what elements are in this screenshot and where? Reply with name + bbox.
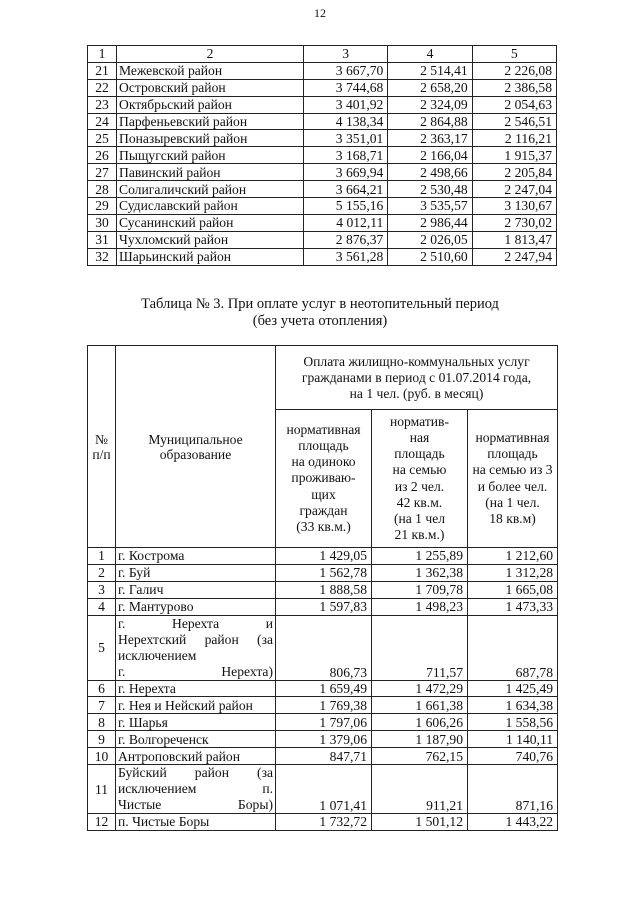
table-row bbox=[88, 198, 557, 215]
col-header-1: 1 bbox=[88, 46, 117, 63]
value-col-3: 4 012,11 bbox=[304, 214, 388, 231]
table-3 bbox=[87, 345, 558, 831]
payment-value-1: 1 797,06 bbox=[276, 714, 372, 731]
municipality-name: г. Волгореченск bbox=[116, 731, 276, 748]
table-row bbox=[88, 765, 558, 814]
row-number: 9 bbox=[88, 731, 116, 748]
value-col-4: 2 026,05 bbox=[388, 231, 472, 248]
payment-value-2: 1 498,23 bbox=[372, 598, 468, 615]
header-group-line-2: гражданами в период с 01.07.2014 года, bbox=[301, 369, 532, 385]
payment-value-1: 1 071,41 bbox=[276, 765, 372, 814]
row-number: 7 bbox=[88, 697, 116, 714]
table-row bbox=[88, 79, 557, 96]
subheader-line: на семью bbox=[392, 462, 447, 478]
payment-value-2: 1 187,90 bbox=[372, 731, 468, 748]
row-number: 30 bbox=[88, 214, 117, 231]
header-number bbox=[88, 346, 116, 548]
municipality-name-line: исключением п. bbox=[118, 781, 273, 797]
row-number: 22 bbox=[88, 79, 117, 96]
subheader-line: на одиноко bbox=[291, 454, 356, 470]
value-col-3: 5 155,16 bbox=[304, 198, 388, 215]
value-col-3: 3 669,94 bbox=[304, 164, 388, 181]
value-col-5: 2 247,04 bbox=[472, 181, 556, 198]
value-col-5: 2 730,02 bbox=[472, 214, 556, 231]
payment-value-1: 1 597,83 bbox=[276, 598, 372, 615]
row-number: 12 bbox=[88, 814, 116, 831]
payment-value-2: 911,21 bbox=[372, 765, 468, 814]
col-header-2: 2 bbox=[117, 46, 304, 63]
value-col-3: 3 351,01 bbox=[304, 130, 388, 147]
table-row bbox=[88, 598, 558, 615]
row-number: 10 bbox=[88, 748, 116, 765]
payment-value-2: 1 362,38 bbox=[372, 564, 468, 581]
payment-value-1: 1 429,05 bbox=[276, 548, 372, 565]
header-municipality bbox=[116, 346, 276, 548]
table-row bbox=[88, 181, 557, 198]
subheader-line: нормативная bbox=[286, 421, 361, 437]
value-col-4: 2 864,88 bbox=[388, 113, 472, 130]
payment-value-3: 740,76 bbox=[468, 748, 558, 765]
payment-value-2: 1 661,38 bbox=[372, 697, 468, 714]
row-number: 24 bbox=[88, 113, 117, 130]
header-number-line-1: № bbox=[95, 431, 108, 447]
district-name: Чухломский район bbox=[117, 231, 304, 248]
district-name: Шарьинский район bbox=[117, 248, 304, 265]
table-row bbox=[88, 231, 557, 248]
value-col-5: 2 247,94 bbox=[472, 248, 556, 265]
row-number: 4 bbox=[88, 598, 116, 615]
col-header-3: 3 bbox=[304, 46, 388, 63]
value-col-4: 2 658,20 bbox=[388, 79, 472, 96]
subheader-line: площадь bbox=[394, 446, 445, 462]
payment-value-1: 1 562,78 bbox=[276, 564, 372, 581]
value-col-5: 1 813,47 bbox=[472, 231, 556, 248]
value-col-5: 2 116,21 bbox=[472, 130, 556, 147]
payment-value-1: 1 732,72 bbox=[276, 814, 372, 831]
value-col-4: 2 498,66 bbox=[388, 164, 472, 181]
row-number: 3 bbox=[88, 581, 116, 598]
municipality-name: г. Нерехта bbox=[116, 680, 276, 697]
table-header-row bbox=[88, 46, 557, 63]
municipality-name bbox=[116, 765, 276, 814]
header-payment-group bbox=[276, 346, 558, 410]
value-col-5: 2 546,51 bbox=[472, 113, 556, 130]
value-col-5: 2 386,58 bbox=[472, 79, 556, 96]
value-col-3: 4 138,34 bbox=[304, 113, 388, 130]
payment-value-1: 847,71 bbox=[276, 748, 372, 765]
district-name: Сусанинский район bbox=[117, 214, 304, 231]
payment-value-3: 871,16 bbox=[468, 765, 558, 814]
value-col-4: 2 363,17 bbox=[388, 130, 472, 147]
payment-value-3: 1 212,60 bbox=[468, 548, 558, 565]
col-header-5: 5 bbox=[472, 46, 556, 63]
row-number: 2 bbox=[88, 564, 116, 581]
payment-value-1: 1 888,58 bbox=[276, 581, 372, 598]
value-col-3: 3 664,21 bbox=[304, 181, 388, 198]
subheader-line: ная bbox=[409, 429, 430, 445]
table-continuation-body bbox=[88, 46, 557, 266]
row-number: 6 bbox=[88, 680, 116, 697]
table-row bbox=[88, 814, 558, 831]
subheader-line: щих bbox=[311, 486, 336, 502]
municipality-name-line: Чистые Боры) bbox=[118, 797, 273, 813]
caption-line-1: Таблица № 3. При оплате услуг в неотопительный период bbox=[141, 296, 499, 312]
value-col-3: 3 561,28 bbox=[304, 248, 388, 265]
payment-value-3: 1 443,22 bbox=[468, 814, 558, 831]
payment-value-3: 1 140,11 bbox=[468, 731, 558, 748]
subheader-line: площадь bbox=[298, 437, 349, 453]
table-3-header-row bbox=[88, 346, 558, 410]
municipality-name-line: исключением bbox=[118, 647, 197, 663]
municipality-name-line: г. Нерехта и bbox=[118, 615, 273, 631]
header-family-of-2 bbox=[372, 410, 468, 548]
value-col-4: 2 986,44 bbox=[388, 214, 472, 231]
municipality-name bbox=[116, 615, 276, 680]
caption-line-2: (без учета отопления) bbox=[252, 313, 388, 329]
value-col-3: 3 401,92 bbox=[304, 96, 388, 113]
table-row bbox=[88, 680, 558, 697]
district-name: Поназыревский район bbox=[117, 130, 304, 147]
value-col-4: 2 324,09 bbox=[388, 96, 472, 113]
subheader-line: (33 кв.м.) bbox=[296, 519, 351, 534]
header-municipality-line-1: Муниципальное bbox=[148, 431, 243, 447]
value-col-4: 2 530,48 bbox=[388, 181, 472, 198]
district-name: Парфеньевский район bbox=[117, 113, 304, 130]
municipality-name-line: г. Нерехта) bbox=[118, 663, 273, 679]
value-col-5: 2 054,63 bbox=[472, 96, 556, 113]
subheader-line: 42 кв.м. bbox=[396, 494, 443, 510]
district-name: Солигаличский район bbox=[117, 181, 304, 198]
subheader-line: 21 кв.м.) bbox=[394, 527, 445, 543]
row-number: 11 bbox=[88, 765, 116, 814]
table-row bbox=[88, 130, 557, 147]
table-3-body bbox=[88, 346, 558, 831]
row-number: 21 bbox=[88, 62, 117, 79]
table-row bbox=[88, 731, 558, 748]
subheader-line: площадь bbox=[487, 446, 538, 462]
header-group-line-1: Оплата жилищно-коммунальных услуг bbox=[303, 353, 530, 369]
subheader-line: 18 кв.м) bbox=[489, 510, 536, 526]
table-row bbox=[88, 548, 558, 565]
municipality-name: г. Мантурово bbox=[116, 598, 276, 615]
table-row bbox=[88, 62, 557, 79]
district-name: Павинский район bbox=[117, 164, 304, 181]
header-single-residents bbox=[276, 410, 372, 548]
district-name: Судиславский район bbox=[117, 198, 304, 215]
row-number: 32 bbox=[88, 248, 117, 265]
value-col-5: 3 130,67 bbox=[472, 198, 556, 215]
value-col-3: 2 876,37 bbox=[304, 231, 388, 248]
table-row bbox=[88, 748, 558, 765]
subheader-line: на семью из 3 bbox=[472, 462, 553, 478]
row-number: 31 bbox=[88, 231, 117, 248]
row-number: 1 bbox=[88, 548, 116, 565]
table-row bbox=[88, 164, 557, 181]
municipality-name: г. Кострома bbox=[116, 548, 276, 565]
value-col-3: 3 168,71 bbox=[304, 147, 388, 164]
payment-value-3: 1 634,38 bbox=[468, 697, 558, 714]
payment-value-2: 1 501,12 bbox=[372, 814, 468, 831]
payment-value-1: 1 379,06 bbox=[276, 731, 372, 748]
page-number: 12 bbox=[314, 6, 326, 20]
payment-value-3: 1 425,49 bbox=[468, 680, 558, 697]
row-number: 25 bbox=[88, 130, 117, 147]
municipality-name: г. Шарья bbox=[116, 714, 276, 731]
row-number: 28 bbox=[88, 181, 117, 198]
subheader-line: из 2 чел. bbox=[394, 478, 445, 494]
subheader-line: (на 1 чел bbox=[393, 510, 446, 526]
payment-value-3: 687,78 bbox=[468, 615, 558, 680]
header-group-line-3: на 1 чел. (руб. в месяц) bbox=[349, 385, 484, 401]
district-name: Островский район bbox=[117, 79, 304, 96]
subheader-line: норматив- bbox=[389, 413, 449, 429]
table-row bbox=[88, 248, 557, 265]
payment-value-2: 711,57 bbox=[372, 615, 468, 680]
row-number: 5 bbox=[88, 615, 116, 680]
municipality-name: г. Буй bbox=[116, 564, 276, 581]
municipality-name-line: Нерехтский район (за bbox=[118, 631, 273, 647]
payment-value-2: 1 472,29 bbox=[372, 680, 468, 697]
row-number: 8 bbox=[88, 714, 116, 731]
subheader-line: проживаю- bbox=[291, 470, 356, 486]
payment-value-3: 1 473,33 bbox=[468, 598, 558, 615]
payment-value-2: 1 255,89 bbox=[372, 548, 468, 565]
payment-value-1: 1 659,49 bbox=[276, 680, 372, 697]
table-caption bbox=[0, 296, 640, 330]
payment-value-2: 762,15 bbox=[372, 748, 468, 765]
value-col-3: 3 667,70 bbox=[304, 62, 388, 79]
value-col-5: 1 915,37 bbox=[472, 147, 556, 164]
municipality-name: г. Нея и Нейский район bbox=[116, 697, 276, 714]
table-row bbox=[88, 214, 557, 231]
payment-value-1: 806,73 bbox=[276, 615, 372, 680]
value-col-5: 2 226,08 bbox=[472, 62, 556, 79]
municipality-name: Антроповский район bbox=[116, 748, 276, 765]
municipality-name: г. Галич bbox=[116, 581, 276, 598]
payment-value-2: 1 606,26 bbox=[372, 714, 468, 731]
header-family-of-3-plus bbox=[468, 410, 558, 548]
table-row bbox=[88, 147, 557, 164]
col-header-4: 4 bbox=[388, 46, 472, 63]
value-col-4: 3 535,57 bbox=[388, 198, 472, 215]
row-number: 23 bbox=[88, 96, 117, 113]
subheader-line: и более чел. bbox=[477, 478, 548, 494]
table-row bbox=[88, 697, 558, 714]
municipality-name-line: Буйский район (за bbox=[118, 765, 273, 781]
payment-value-3: 1 558,56 bbox=[468, 714, 558, 731]
value-col-5: 2 205,84 bbox=[472, 164, 556, 181]
district-name: Пыщугский район bbox=[117, 147, 304, 164]
payment-value-3: 1 312,28 bbox=[468, 564, 558, 581]
row-number: 29 bbox=[88, 198, 117, 215]
row-number: 26 bbox=[88, 147, 117, 164]
table-row bbox=[88, 113, 557, 130]
table-row bbox=[88, 714, 558, 731]
subheader-line: граждан bbox=[299, 502, 348, 518]
value-col-4: 2 514,41 bbox=[388, 62, 472, 79]
value-col-4: 2 510,60 bbox=[388, 248, 472, 265]
payment-value-1: 1 769,38 bbox=[276, 697, 372, 714]
header-municipality-line-2: образование bbox=[159, 446, 232, 462]
table-row bbox=[88, 615, 558, 680]
payment-value-2: 1 709,78 bbox=[372, 581, 468, 598]
subheader-line: (на 1 чел. bbox=[485, 494, 540, 510]
table-row bbox=[88, 96, 557, 113]
value-col-3: 3 744,68 bbox=[304, 79, 388, 96]
municipality-name: п. Чистые Боры bbox=[116, 814, 276, 831]
table-row bbox=[88, 564, 558, 581]
table-continuation bbox=[87, 45, 557, 266]
table-row bbox=[88, 581, 558, 598]
subheader-line: нормативная bbox=[475, 429, 550, 445]
value-col-4: 2 166,04 bbox=[388, 147, 472, 164]
header-number-line-2: п/п bbox=[92, 446, 111, 462]
district-name: Межевской район bbox=[117, 62, 304, 79]
payment-value-3: 1 665,08 bbox=[468, 581, 558, 598]
row-number: 27 bbox=[88, 164, 117, 181]
district-name: Октябрьский район bbox=[117, 96, 304, 113]
